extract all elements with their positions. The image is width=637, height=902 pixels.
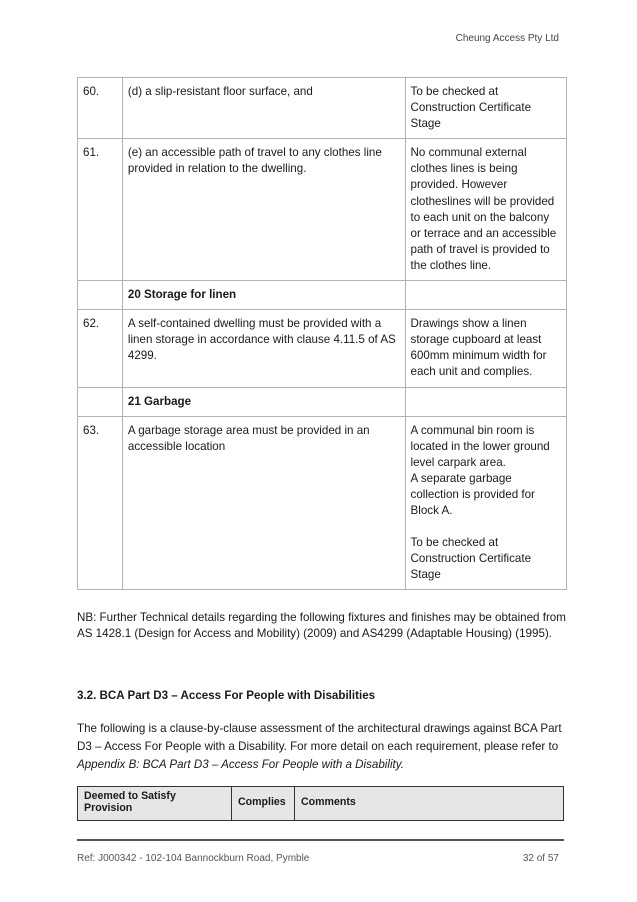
row-number: 61. [78,139,123,281]
table-row [78,416,567,590]
dts-header-row [78,787,564,821]
intro-appendix-ref: Appendix B: BCA Part D3 – Access For People with a Disability. [77,758,404,771]
comment-line: A communal bin room is located in the lower ground level carpark area. [410,423,550,469]
nb-note: NB: Further Technical details regarding the following fixtures and finishes may be obtained from AS 1428.1 (Design for Access and Mobility) (2009) and AS4299 (Adaptable Housing) (1995). [77,611,566,641]
footer-reference: Ref: J000342 - 102-104 Bannockburn Road, Pymble [77,853,310,864]
section-empty-cell [405,387,566,416]
section-heading: 3.2. BCA Part D3 – Access For People with Disabilities [77,689,376,702]
row-comment: Drawings show a linen storage cupboard at least 600mm minimum width for each unit and complies. [405,310,566,387]
comment-line: A separate garbage collection is provided for Block A. [410,471,535,518]
table-row [78,78,567,139]
row-comment: No communal external clothes lines is being provided. However clotheslines will be provided to each unit on the balcony or terrace and an accessible path of travel is provided to the clothes line. [405,139,566,281]
section-empty-cell [405,281,566,310]
comment-blank-line [411,519,560,535]
header-company: Cheung Access Pty Ltd [455,33,559,44]
section-row [78,281,567,310]
section-empty-cell [78,387,123,416]
footer-divider [77,839,564,841]
table-row [78,139,567,281]
table-row [78,310,567,387]
dts-table [77,786,564,821]
requirements-table [77,77,567,590]
intro-paragraph [77,720,567,774]
row-number: 63. [78,416,123,590]
row-requirement: (e) an accessible path of travel to any clothes line provided in relation to the dwelling. [122,139,405,281]
dts-header-comments: Comments [295,787,564,821]
row-number: 62. [78,310,123,387]
row-number: 60. [78,78,123,139]
row-comment: To be checked at Construction Certificate Stage [405,78,566,139]
footer-page-number: 32 of 57 [522,853,559,864]
intro-text: The following is a clause-by-clause assessment of the architectural drawings against BCA Part D3 – Access For People with a Disability. For more detail on each requirement, please refer to [77,722,562,753]
comment-line: To be checked at Construction Certificate Stage [410,536,532,582]
section-title: 20 Storage for linen [122,281,405,310]
dts-header-complies: Complies [232,787,295,821]
section-row [78,387,567,416]
row-requirement: A garbage storage area must be provided in an accessible location [122,416,405,590]
row-requirement: A self-contained dwelling must be provided with a linen storage in accordance with clause 4.11.5 of AS 4299. [122,310,405,387]
row-requirement: (d) a slip-resistant floor surface, and [122,78,405,139]
section-title: 21 Garbage [122,387,405,416]
row-comment [405,416,566,590]
section-empty-cell [78,281,123,310]
dts-header-provision: Deemed to Satisfy Provision [78,787,232,821]
